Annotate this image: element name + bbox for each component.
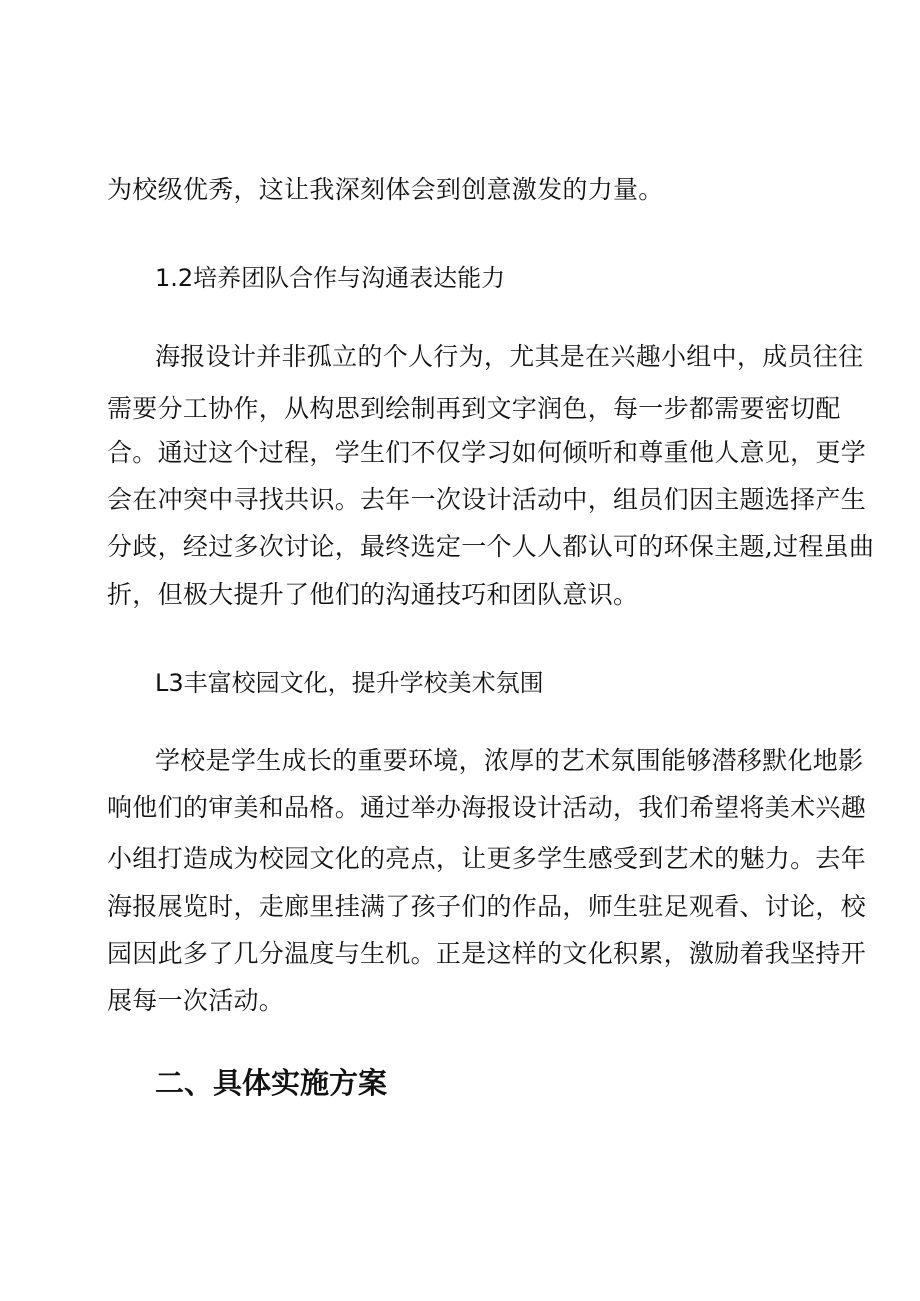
paragraph-line: 会在冲突中寻找共识。去年一次设计活动中，组员们因主题选择产生 (107, 485, 867, 514)
paragraph-line: 园因此多了几分温度与生机。正是这样的文化积累，激励着我坚持开 (107, 939, 867, 968)
paragraph-line: 小组打造成为校园文化的亮点，让更多学生感受到艺术的魅力。去年 (107, 844, 867, 873)
paragraph-line: 合。通过这个过程，学生们不仅学习如何倾听和尊重他人意见，更学 (107, 438, 867, 467)
paragraph-line: 响他们的审美和品格。通过举办海报设计活动，我们希望将美术兴趣 (107, 793, 867, 822)
paragraph-line: 学校是学生成长的重要环境，浓厚的艺术氛围能够潜移默化地影 (155, 746, 864, 775)
chapter-heading: 二、具体实施方案 (155, 1066, 388, 1100)
paragraph-line: 海报展览时，走廊里挂满了孩子们的作品，师生驻足观看、讨论，校 (107, 892, 867, 921)
section-heading-1-3: L3丰富校园文化，提升学校美术氛围 (155, 669, 544, 697)
paragraph-line: 海报设计并非孤立的个人行为，尤其是在兴趣小组中，成员往往 (155, 342, 864, 371)
paragraph-line: 分歧，经过多次讨论，最终选定一个人人都认可的环保主题,过程虽曲 (107, 532, 875, 561)
paragraph-line: 需要分工协作，从构思到绘制再到文字润色，每一步都需要密切配 (107, 394, 841, 423)
paragraph-line: 展每一次活动。 (107, 986, 285, 1015)
section-heading-1-2: 1.2培养团队合作与沟通表达能力 (155, 264, 506, 292)
paragraph-line: 折，但极大提升了他们的沟通技巧和团队意识。 (107, 580, 639, 609)
intro-continuation-line: 为校级优秀，这让我深刻体会到创意激发的力量。 (107, 175, 664, 204)
